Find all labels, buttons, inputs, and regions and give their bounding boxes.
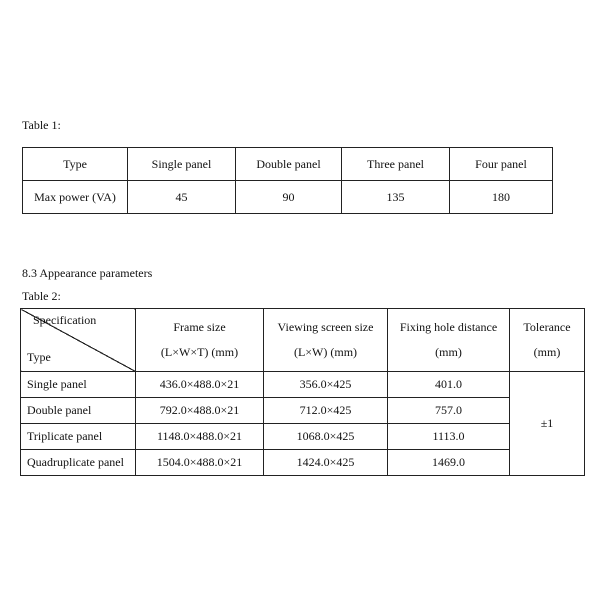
table-row [21,450,585,476]
tolerance-value: ±1 [510,372,585,476]
header-frame-size [136,309,264,372]
row-fixing-hole-distance: 1469.0 [388,450,510,476]
table-row [21,398,585,424]
header-tolerance [510,309,585,372]
header-cell-four: Four panel [450,148,553,181]
table-header-row [21,309,585,372]
row-viewing-screen-size: 1424.0×425 [264,450,388,476]
row-frame-size: 436.0×488.0×21 [136,372,264,398]
value-three: 135 [342,181,450,214]
header-frame-size-name: Frame size [173,320,226,334]
row-type: Single panel [21,372,136,398]
section-heading: 8.3 Appearance parameters [22,266,153,280]
header-tolerance-name: Tolerance [523,320,571,334]
header-fixing-hole-distance-unit: (mm) [435,345,462,359]
corner-label-type: Type [27,350,51,364]
row-viewing-screen-size: 712.0×425 [264,398,388,424]
table1-caption: Table 1: [22,118,61,132]
row-label-max-power: Max power (VA) [23,181,128,214]
diagonal-corner-cell [21,309,136,372]
header-cell-double: Double panel [236,148,342,181]
value-double: 90 [236,181,342,214]
max-power-table [22,147,553,214]
table-header-row [23,148,553,181]
row-frame-size: 1148.0×488.0×21 [136,424,264,450]
row-frame-size: 792.0×488.0×21 [136,398,264,424]
row-type: Quadruplicate panel [21,450,136,476]
header-tolerance-unit: (mm) [533,345,561,359]
value-single: 45 [128,181,236,214]
row-type: Double panel [21,398,136,424]
appearance-parameters-table [20,308,585,476]
table2-caption: Table 2: [22,289,61,303]
table-row [21,424,585,450]
header-cell-three: Three panel [342,148,450,181]
header-viewing-screen-size-name: Viewing screen size [277,320,374,334]
table-row [21,372,585,398]
row-viewing-screen-size: 356.0×425 [264,372,388,398]
row-fixing-hole-distance: 1113.0 [388,424,510,450]
table-row [23,181,553,214]
row-viewing-screen-size: 1068.0×425 [264,424,388,450]
row-fixing-hole-distance: 401.0 [388,372,510,398]
header-viewing-screen-size-unit: (L×W) (mm) [293,345,358,359]
row-fixing-hole-distance: 757.0 [388,398,510,424]
header-viewing-screen-size [264,309,388,372]
corner-label-specification: Specification [33,313,97,327]
header-fixing-hole-distance-name: Fixing hole distance [399,320,498,334]
header-cell-single: Single panel [128,148,236,181]
header-frame-size-unit: (L×W×T) (mm) [160,345,239,359]
value-four: 180 [450,181,553,214]
header-cell-type: Type [23,148,128,181]
header-fixing-hole-distance [388,309,510,372]
row-frame-size: 1504.0×488.0×21 [136,450,264,476]
row-type: Triplicate panel [21,424,136,450]
